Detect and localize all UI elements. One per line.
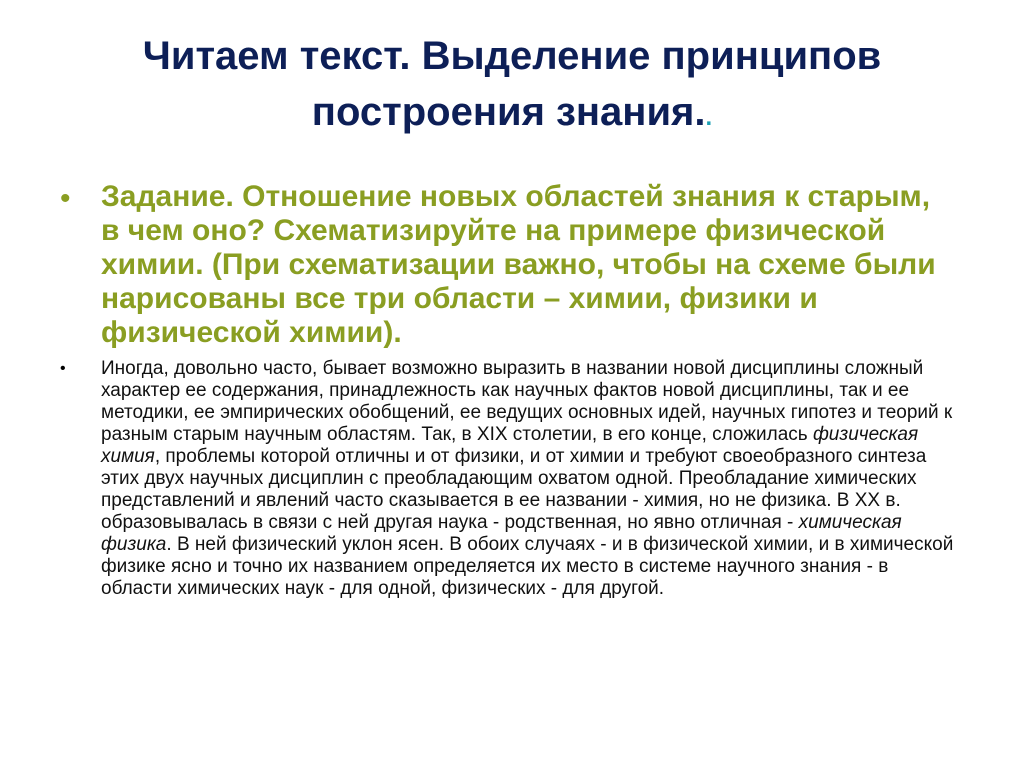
slide-title: [60, 28, 964, 146]
slide-title-text: Читаем текст. Выделение принципов построения знания.: [142, 34, 882, 134]
italic-term-physical-chemistry: физическая химия: [101, 424, 919, 467]
task-text: Задание. Отношение новых областей знания к старым, в чем оно? Схематизируйте на примере физической химии. (При схематизации важно, чтобы на схеме были нарисованы все три области – химии, физики и физической химии).: [101, 180, 936, 349]
body-text: [101, 358, 961, 600]
bullet-list: [54, 180, 974, 600]
body-text-part-3: . В ней физический уклон ясен. В обоих случаях - и в физической химии, и в химической физике ясно и точно их названием определяется их место в системе научного знания - в области химических наук - для одной, физических - для другой.: [101, 534, 954, 599]
body-bullet: [54, 358, 974, 600]
body-text-part-2: , проблемы которой отличны и от физики, и от химии и требуют своеобразного синтеза этих двух научных дисциплин с преобладающим охватом одной. Преобладание химических представлений и явлений часто сказывается в ее названии - химия, но не физика. В XX в. образовывалась в связи с ней другая наука - родственная, но явно отличная -: [101, 446, 927, 533]
bullet-marker: •: [60, 182, 71, 215]
italic-term-chemical-physics: химическая физика: [101, 512, 902, 555]
title-trailing-dot: .: [705, 104, 713, 131]
body-text-part-1: Иногда, довольно часто, бывает возможно выразить в названии новой дисциплины сложный характер ее содержания, принадлежность как научных фактов новой дисциплины, так и ее методики, ее эмпирических обобщений, ее ведущих основных идей, научных гипотез и теорий к разным старым научным областям. Так, в XIX столетии, в его конце, сложилась: [101, 358, 953, 445]
task-bullet: [54, 180, 974, 350]
bullet-marker: •: [60, 360, 66, 377]
